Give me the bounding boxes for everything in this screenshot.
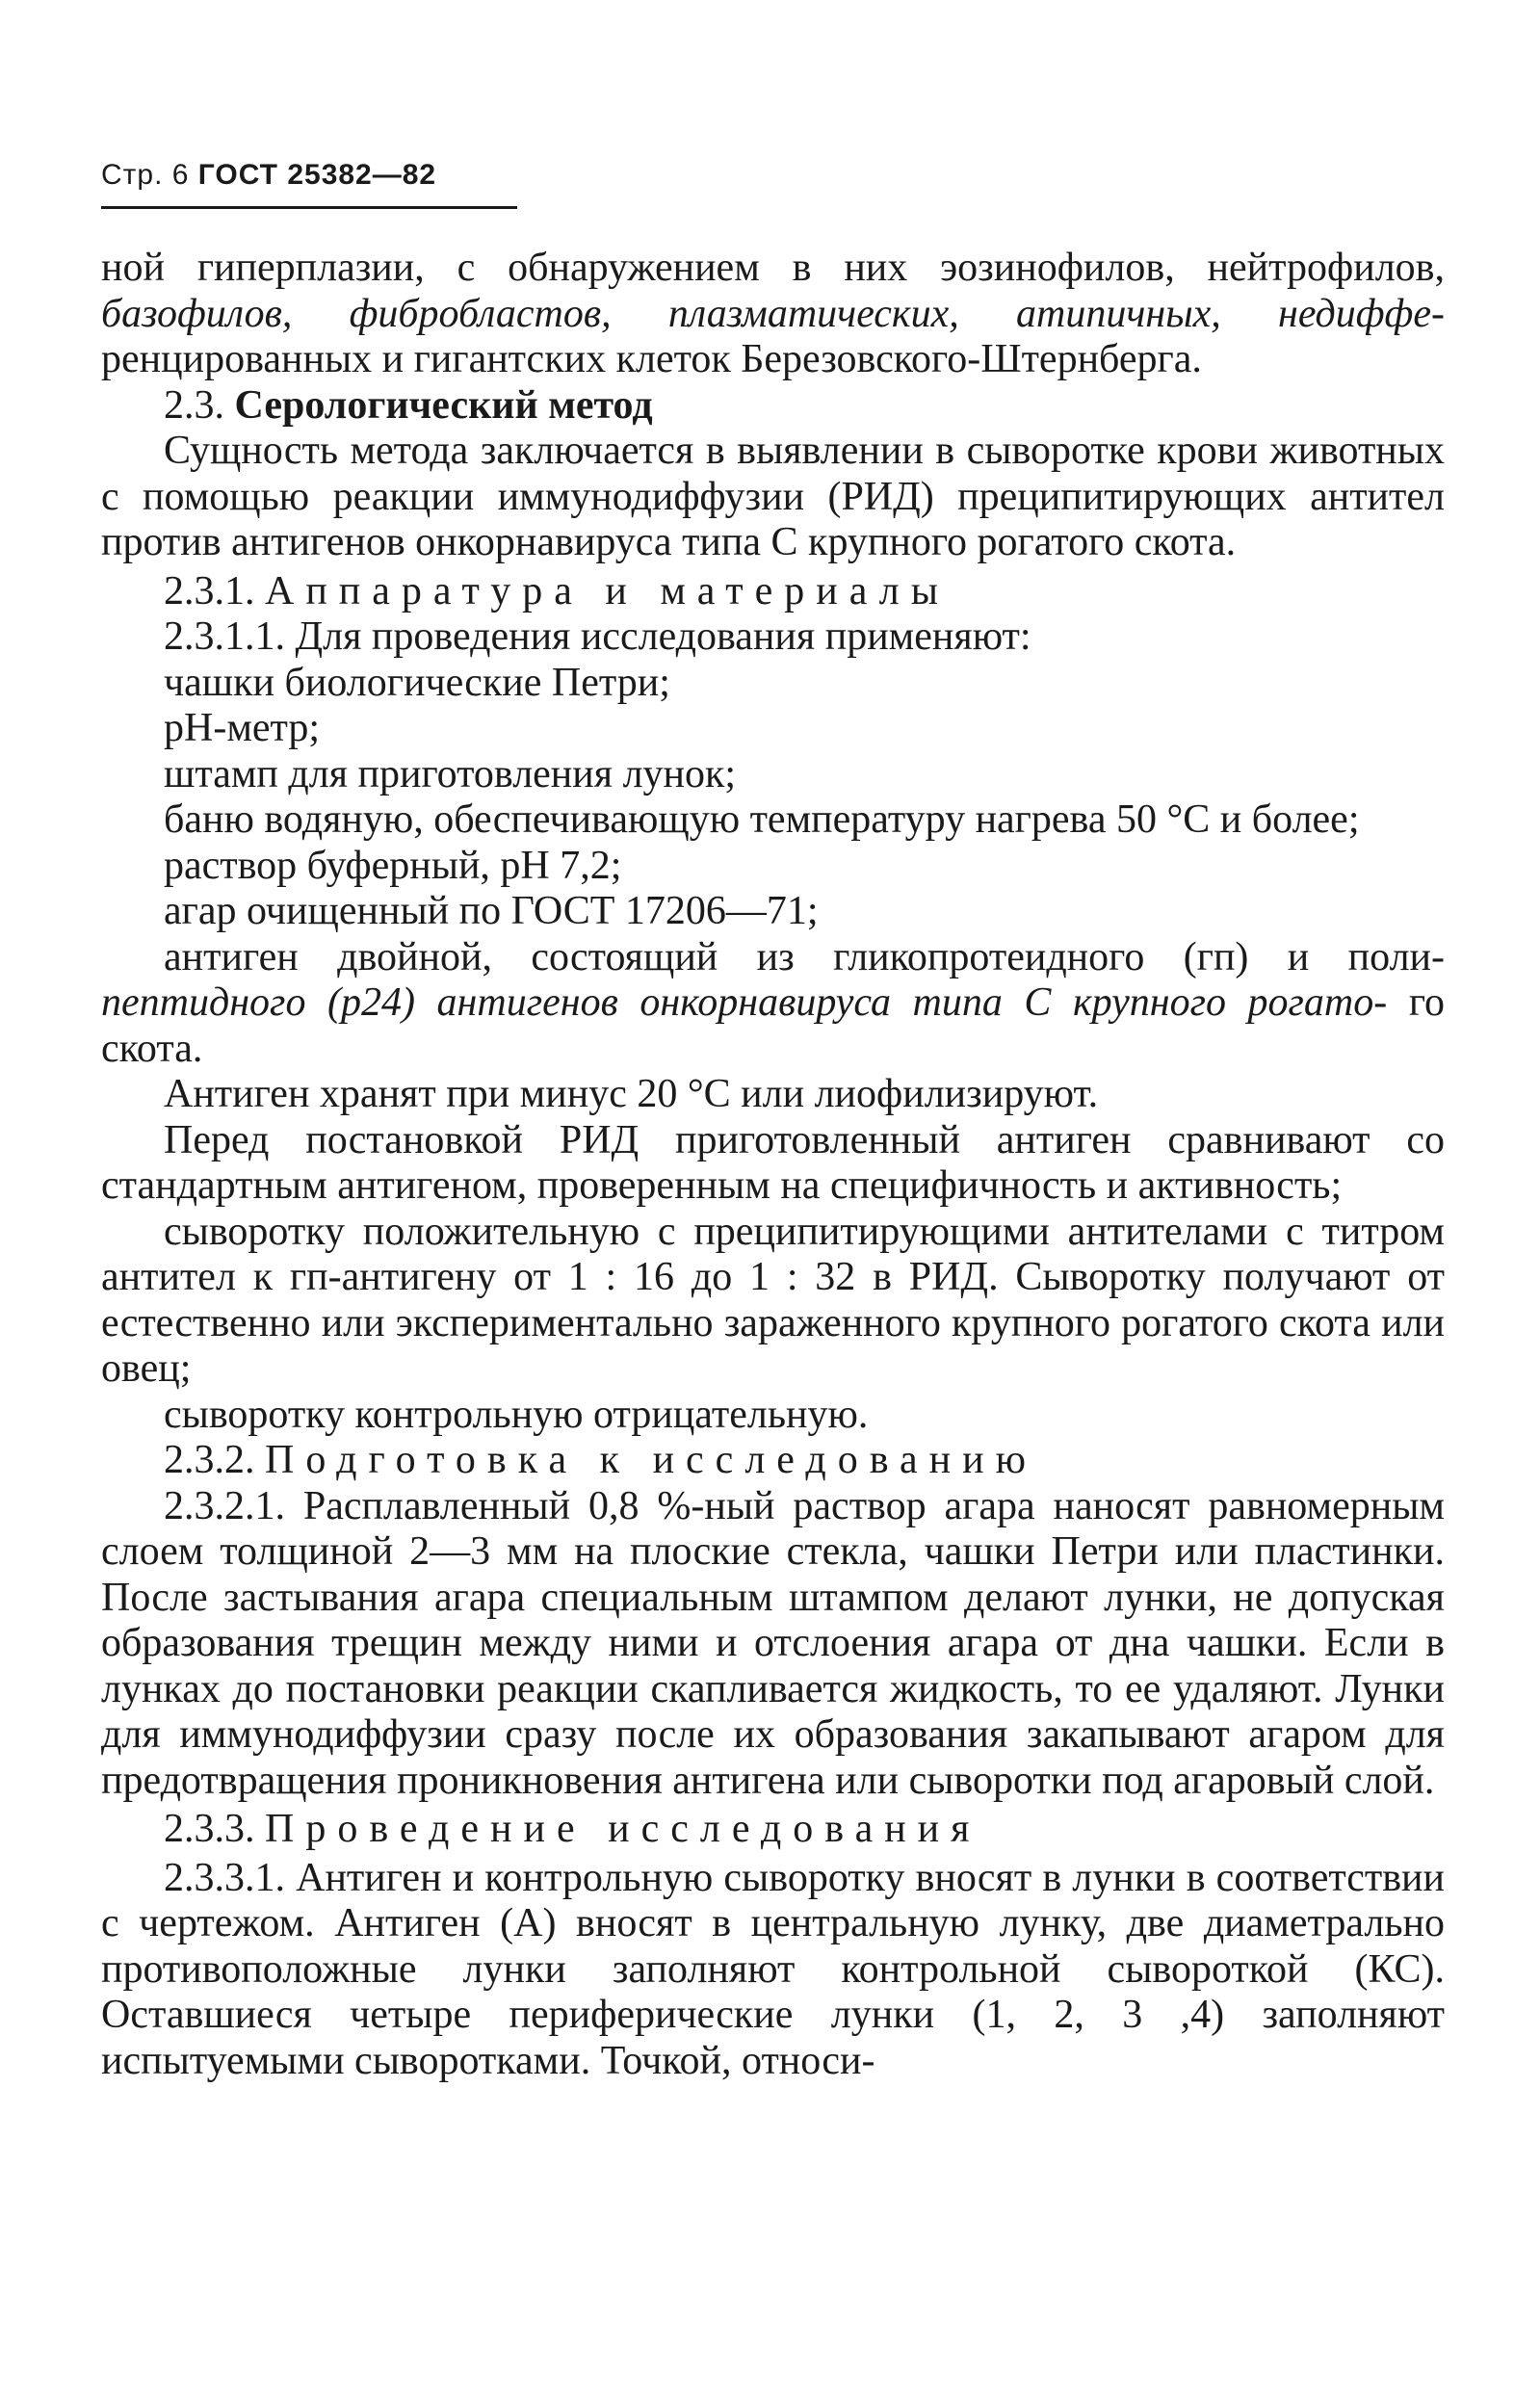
list-item: Антиген хранят при минус 20 °С или лиофилизируют.: [164, 1072, 1099, 1116]
document-body: [101, 246, 1445, 2084]
section-2-3-text: Сущность метода заключается в выявлении в сыворотке крови животных с помощью реакции иммунодиффузии (РИД) преципитирующих антител против антигенов онкорнавируса типа С крупного рогатого скота.: [101, 429, 1445, 564]
section-2-3-heading: 2.3. Серологический метод: [164, 382, 653, 428]
list-item: сыворотку положительную с преципитирующими антителами с титром антител к гп-антигену от 1 : 16 до 1 : 32 в РИД. Сыворотку получают от естественно или экспериментально зараженного крупного рогатого скота или овец;: [101, 1209, 1445, 1391]
list-item: штамп для приготовления лунок;: [164, 751, 737, 796]
section-2-3-3-1: 2.3.3.1. Антиген и контрольную сыворотку вносят в лунки в соответствии с чертежом. Антиген (А) вносят в центральную лунку, две диаметрально противоположные лунки заполняют контрольной сывороткой (КС). Оставшиеся четыре периферические лунки (1, 2, 3 ,4) заполняют испытуемыми сыворотками. Точкой, относи-: [101, 1855, 1445, 2083]
list-item: сыворотку контрольную отрицательную.: [164, 1392, 869, 1437]
standard-number: ГОСТ 25382—82: [197, 159, 437, 191]
list-item: Перед постановкой РИД приготовленный антиген сравнивают со стандартным антигеном, проверенным на специфичность и активность;: [101, 1117, 1445, 1208]
list-item: рН-метр;: [164, 706, 321, 750]
section-2-3-3-heading: 2.3.3. Проведение исследования: [164, 1807, 981, 1851]
section-2-3-2-heading: 2.3.2. Подготовка к исследованию: [164, 1438, 1037, 1482]
page-label: Стр. 6: [101, 159, 190, 191]
header-rule: [101, 206, 517, 209]
list-item: чашки биологические Петри;: [164, 660, 670, 705]
list-item: баню водяную, обеспечивающую температуру нагрева 50 °С и более;: [164, 797, 1360, 842]
list-item: агар очищенный по ГОСТ 17206—71;: [164, 889, 819, 933]
list-item: раствор буферный, рН 7,2;: [164, 843, 622, 888]
section-2-3-2-1: 2.3.2.1. Расплавленный 0,8 %-ный раствор агара наносят равномерным слоем толщиной 2—3 мм на плоские стекла, чашки Петри или пластинки. После застывания агара специальным штампом делают лунки, не допуская образования трещин между ними и отслоения агара от дна чашки. Если в лунках до постановки реакции скапливается жидкость, то ее удаляют. Лунки для иммунодиффузии сразу после их образования закапывают агаром для предотвращения проникновения антигена или сыворотки под агаровый слой.: [101, 1483, 1445, 1803]
paragraph-continuation: ной гиперплазии, с обнаружением в них эозинофилов, нейтрофилов, базофилов, фибробластов, плазматических, атипичных, недиффе- ренцированных и гигантских клеток Березовского-Штернберга.: [101, 246, 1445, 381]
list-item: антиген двойной, состоящий из гликопротеидного (гп) и поли- пептидного (р24) антигенов онкорнавируса типа С крупного рогато- го скота.: [101, 934, 1446, 1071]
section-2-3-1-heading: 2.3.1. Аппаратура и материалы: [164, 568, 950, 613]
section-2-3-1-1: 2.3.1.1. Для проведения исследования применяют:: [164, 614, 1031, 659]
page-header: [101, 159, 436, 192]
